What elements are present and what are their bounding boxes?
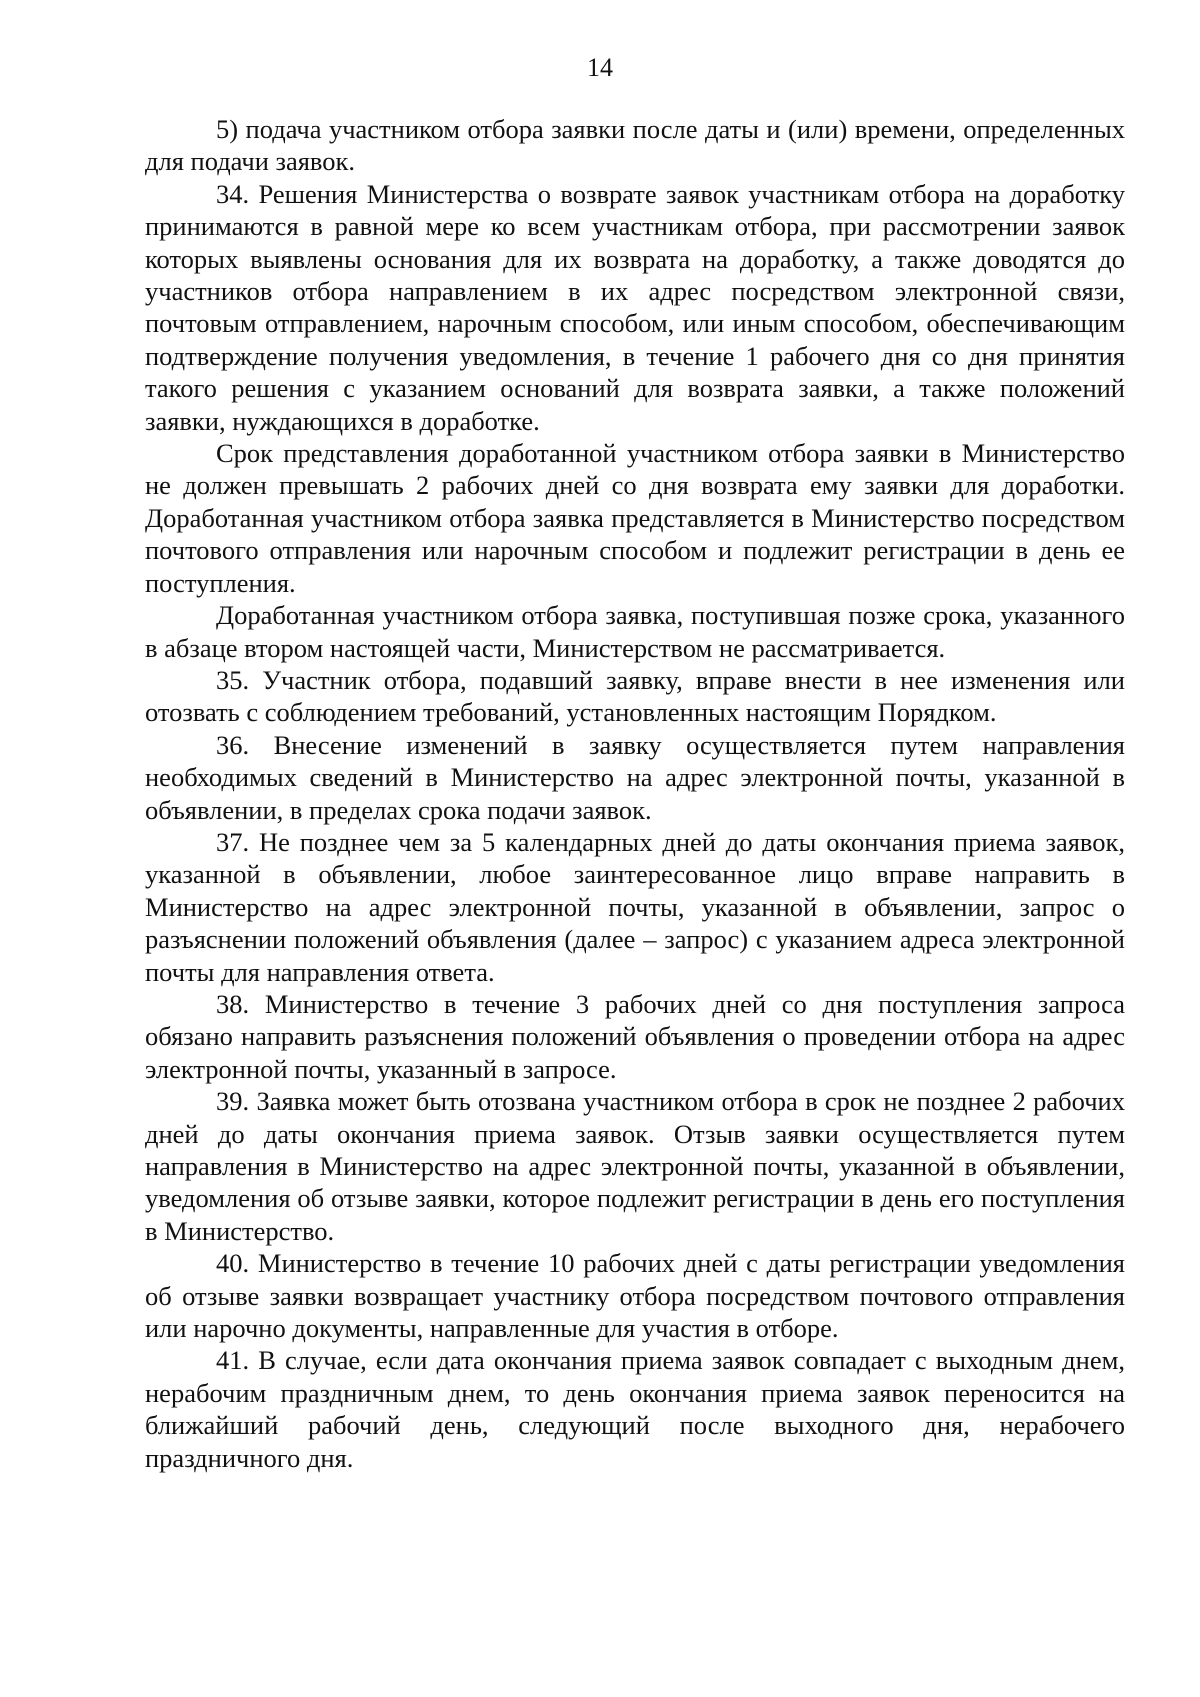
paragraph-34-late: Доработанная участником отбора заявка, поступившая позже срока, указанного в абзаце втором настоящей части, Министерством не рассматривается. <box>145 600 1125 663</box>
paragraph-39: 39. Заявка может быть отозвана участником отбора в срок не позднее 2 рабочих дней до даты окончания приема заявок. Отзыв заявки осуществляется путем направления в Министерство на адрес электронной почты, указанной в объявлении, уведомления об отзыве заявки, которое подлежит регистрации в день его поступления в Министерство. <box>145 1086 1125 1246</box>
paragraph-35: 35. Участник отбора, подавший заявку, вправе внести в нее изменения или отозвать с соблюдением требований, установленных настоящим Порядком. <box>145 664 1125 728</box>
document-body <box>145 113 1125 1474</box>
paragraph-40: 40. Министерство в течение 10 рабочих дней с даты регистрации уведомления об отзыве заявки возвращает участнику отбора посредством почтового отправления или нарочно документы, направленные для участия в отборе. <box>145 1248 1125 1344</box>
paragraph-34: 34. Решения Министерства о возврате заявок участникам отбора на доработку принимаются в равной мере ко всем участникам отбора, при рассмотрении заявок которых выявлены основания для их возврата на доработку, а также доводятся до участников отбора направлением в их адрес посредством электронной связи, почтовым отправлением, нарочным способом, или иным способом, обеспечивающим подтверждение получения уведомления, в течение 1 рабочего дня со дня принятия такого решения с указанием оснований для возврата заявки, а также положений заявки, нуждающихся в доработке. <box>145 178 1125 436</box>
paragraph-34-deadline: Срок представления доработанной участником отбора заявки в Министерство не должен превышать 2 рабочих дней со дня возврата ему заявки для доработки. Доработанная участником отбора заявка представляется в Министерство посредством почтового отправления или нарочным способом и подлежит регистрации в день ее поступления. <box>145 438 1125 598</box>
paragraph-38: 38. Министерство в течение 3 рабочих дней со дня поступления запроса обязано направить разъяснения положений объявления о проведении отбора на адрес электронной почты, указанный в запросе. <box>145 988 1125 1084</box>
paragraph-37: 37. Не позднее чем за 5 календарных дней до даты окончания приема заявок, указанной в объявлении, любое заинтересованное лицо вправе направить в Министерство на адрес электронной почты, указанной в объявлении, запрос о разъяснении положений объявления (далее – запрос) с указанием адреса электронной почты для направления ответа. <box>145 826 1125 987</box>
paragraph-item-5: 5) подача участником отбора заявки после даты и (или) времени, определенных для подачи заявок. <box>145 114 1125 177</box>
paragraph-36: 36. Внесение изменений в заявку осуществляется путем направления необходимых сведений в Министерство на адрес электронной почты, указанной в объявлении, в пределах срока подачи заявок. <box>145 729 1125 825</box>
paragraph-41: 41. В случае, если дата окончания приема заявок совпадает с выходным днем, нерабочим праздничным днем, то день окончания приема заявок переносится на ближайший рабочий день, следующий после выходного дня, нерабочего праздничного дня. <box>145 1345 1125 1473</box>
page-number: 14 <box>587 53 613 82</box>
